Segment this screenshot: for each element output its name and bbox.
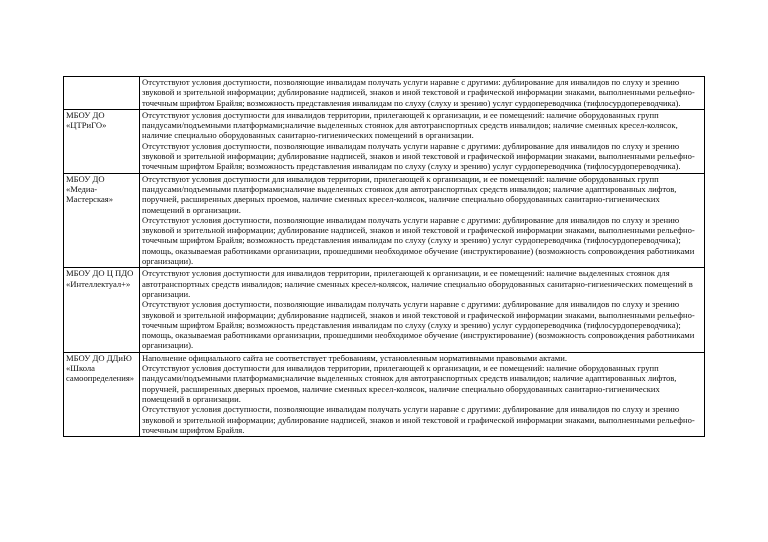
organization-cell: [64, 352, 140, 436]
table-row: [64, 352, 705, 436]
table-row: [64, 77, 705, 110]
organization-cell: [64, 109, 140, 173]
organization-name: МБОУ ДО Ц ПДО «Интеллектуал+»: [66, 268, 134, 289]
findings-cell: [140, 352, 705, 436]
findings-cell: [140, 77, 705, 110]
organization-cell: [64, 268, 140, 352]
finding-paragraph: Отсутствуют условия доступности для инвалидов территории, прилегающей к организации, и ее помещений: наличие оборудованных групп пандусами/подъемными платформами;наличие выделенных стоянок для автотранспортных средств инвалидов; наличие адаптированных лифтов, поручней, расширенных дверных проемов, наличие сменных кресел-колясок, наличие специально оборудованных санитарно-гигиенических помещений в организации.: [142, 173, 677, 215]
finding-paragraph: Наполнение официального сайта не соответствует требованиям, установленным нормативными правовыми актами.: [142, 352, 567, 363]
organization-cell: [64, 77, 140, 110]
finding-paragraph: Отсутствуют условия доступности, позволяющие инвалидам получать услуги наравне с другими: дублирование для инвалидов по слуху и зрению звуковой и зрительной информации; дублирование надписей, знаков и иной текстовой и графической информации знаками, выполненными рельефно-точечным шрифтом Брайля; возможность представления инвалидам по слуху (слуху и зрению) услуг сурдопереводчика (тифлосурдопереводчика); помощь, оказываемая работниками организации, прошедшими необходимое обучение (инструктирование) (возможность сопровождения работниками организации).: [142, 214, 695, 267]
organization-name: МБОУ ДО ДДиЮ «Школа самоопределения»: [66, 352, 135, 384]
finding-paragraph: Отсутствуют условия доступности для инвалидов территории, прилегающей к организации, и ее помещений: наличие оборудованных групп пандусами/подъемными платформами;наличие выделенных стоянок для автотранспортных средств инвалидов; наличие сменных кресел-колясок, наличие специально оборудованных санитарно-гигиенических помещений в организации.: [142, 109, 678, 141]
findings-cell: [140, 173, 705, 268]
findings-table: [63, 76, 705, 437]
organization-name: МБОУ ДО «ЦТРиГО»: [66, 109, 107, 131]
finding-paragraph: Отсутствуют условия доступности, позволяющие инвалидам получать услуги наравне с другими: дублирование для инвалидов по слуху и зрению звуковой и зрительной информации; дублирование надписей, знаков и иной текстовой и графической информации знаками, выполненными рельефно-точечным шрифтом Брайля; возможность представления инвалидам по слуху (слуху и зрению) услуг сурдопереводчика (тифлосурдопереводчика).: [142, 77, 695, 108]
finding-paragraph: Отсутствуют условия доступности для инвалидов территории, прилегающей к организации, и ее помещений: наличие оборудованных групп пандусами/подъемными платформами;наличие выделенных стоянок для автотранспортных средств инвалидов; наличие адаптированных лифтов, поручней, расширенных дверных проемов, наличие сменных кресел-колясок, наличие специально оборудованных санитарно-гигиенических помещений в организации.: [142, 363, 677, 404]
finding-paragraph: Отсутствуют условия доступности, позволяющие инвалидам получать услуги наравне с другими: дублирование для инвалидов по слуху и зрению звуковой и зрительной информации; дублирование надписей, знаков и иной текстовой и графической информации знаками, выполненными рельефно-точечным шрифтом Брайля; возможность представления инвалидам по слуху (слуху и зрению) услуг сурдопереводчика (тифлосурдопереводчика).: [142, 140, 695, 172]
finding-paragraph: Отсутствуют условия доступности, позволяющие инвалидам получать услуги наравне с другими: дублирование для инвалидов по слуху и зрению звуковой и зрительной информации; дублирование надписей, знаков и иной текстовой и графической информации знаками, выполненными рельефно-точечным шрифтом Брайля; возможность представления инвалидам по слуху (слуху и зрению) услуг сурдопереводчика (тифлосурдопереводчика); помощь, оказываемая работниками организации, прошедшими необходимое обучение (инструктирование) (возможность сопровождения работниками организации).: [142, 299, 695, 351]
organization-cell: [64, 173, 140, 268]
table-row: [64, 268, 705, 352]
table-row: [64, 109, 705, 173]
organization-name: МБОУ ДО «Медиа- Мастерская»: [66, 173, 114, 205]
table-row: [64, 173, 705, 268]
finding-paragraph: Отсутствуют условия доступности, позволяющие инвалидам получать услуги наравне с другими: дублирование для инвалидов по слуху и зрению звуковой и зрительной информации; дублирование надписей, знаков и иной текстовой и графической информации знаками, выполненными рельефно-точечным шрифтом Брайля.: [142, 404, 695, 435]
findings-cell: [140, 268, 705, 352]
findings-cell: [140, 109, 705, 173]
finding-paragraph: Отсутствуют условия доступности для инвалидов территории, прилегающей к организации, и ее помещений: наличие выделенных стоянок для автотранспортных средств инвалидов; наличие сменных кресел-колясок, наличие специально оборудованных санитарно-гигиенических помещений в организации.: [142, 268, 693, 299]
